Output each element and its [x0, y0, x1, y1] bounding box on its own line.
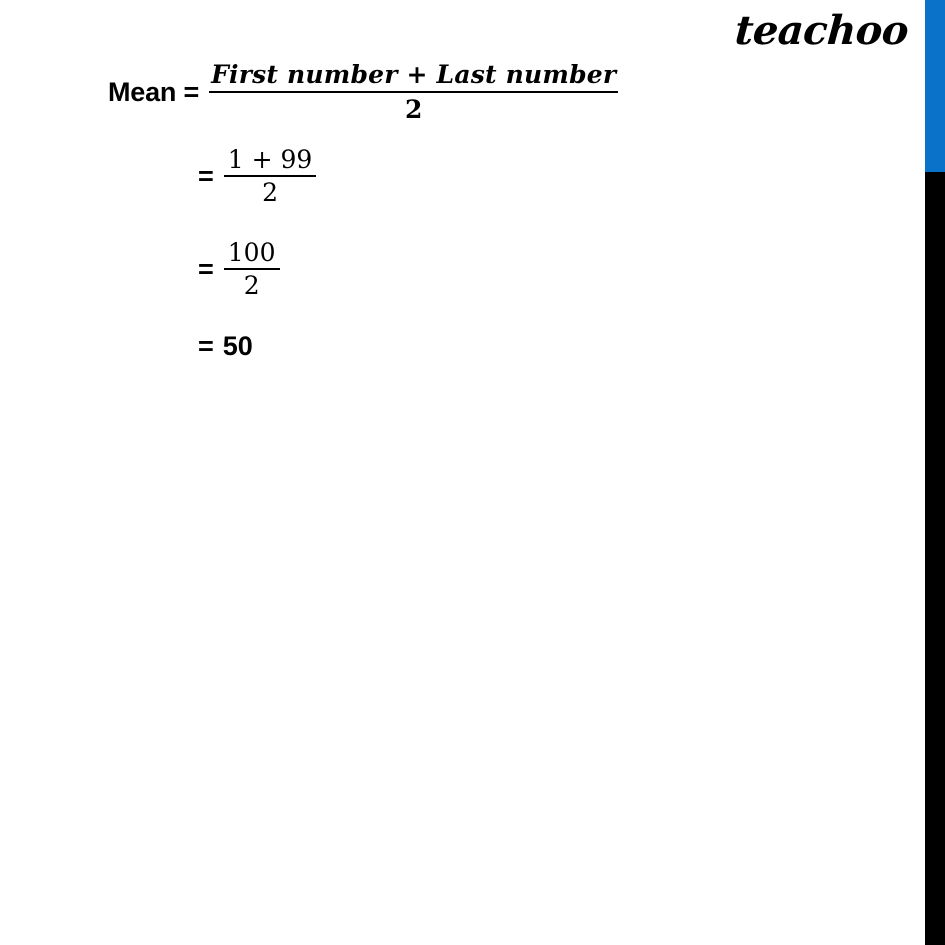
fraction-numerator: 100 — [227, 238, 276, 267]
fraction-denominator: 2 — [243, 271, 260, 301]
equals-sign: = — [198, 161, 214, 192]
final-answer-value: 50 — [222, 331, 253, 361]
equation-line-simplified — [198, 240, 280, 300]
equals-sign: = — [198, 331, 214, 361]
teachoo-logo: teachoo — [733, 7, 910, 54]
fraction-numerator: 1 + 99 — [227, 145, 313, 174]
equation-line-final-answer — [198, 331, 253, 362]
fraction-substitution — [224, 147, 317, 207]
equation-line-mean-formula — [108, 62, 618, 124]
mean-label: Mean = — [108, 77, 200, 108]
right-edge-bar — [925, 0, 945, 945]
right-edge-bar-black-segment — [925, 172, 945, 945]
fraction-denominator: 2 — [404, 95, 423, 125]
fraction-simplified — [224, 240, 280, 300]
fraction-numerator: First number + Last number — [211, 60, 617, 89]
equation-line-substitution — [198, 147, 316, 207]
fraction-denominator: 2 — [262, 178, 279, 208]
equals-sign: = — [198, 254, 214, 285]
right-edge-bar-blue-segment — [925, 0, 945, 172]
fraction-mean-formula — [209, 62, 618, 124]
